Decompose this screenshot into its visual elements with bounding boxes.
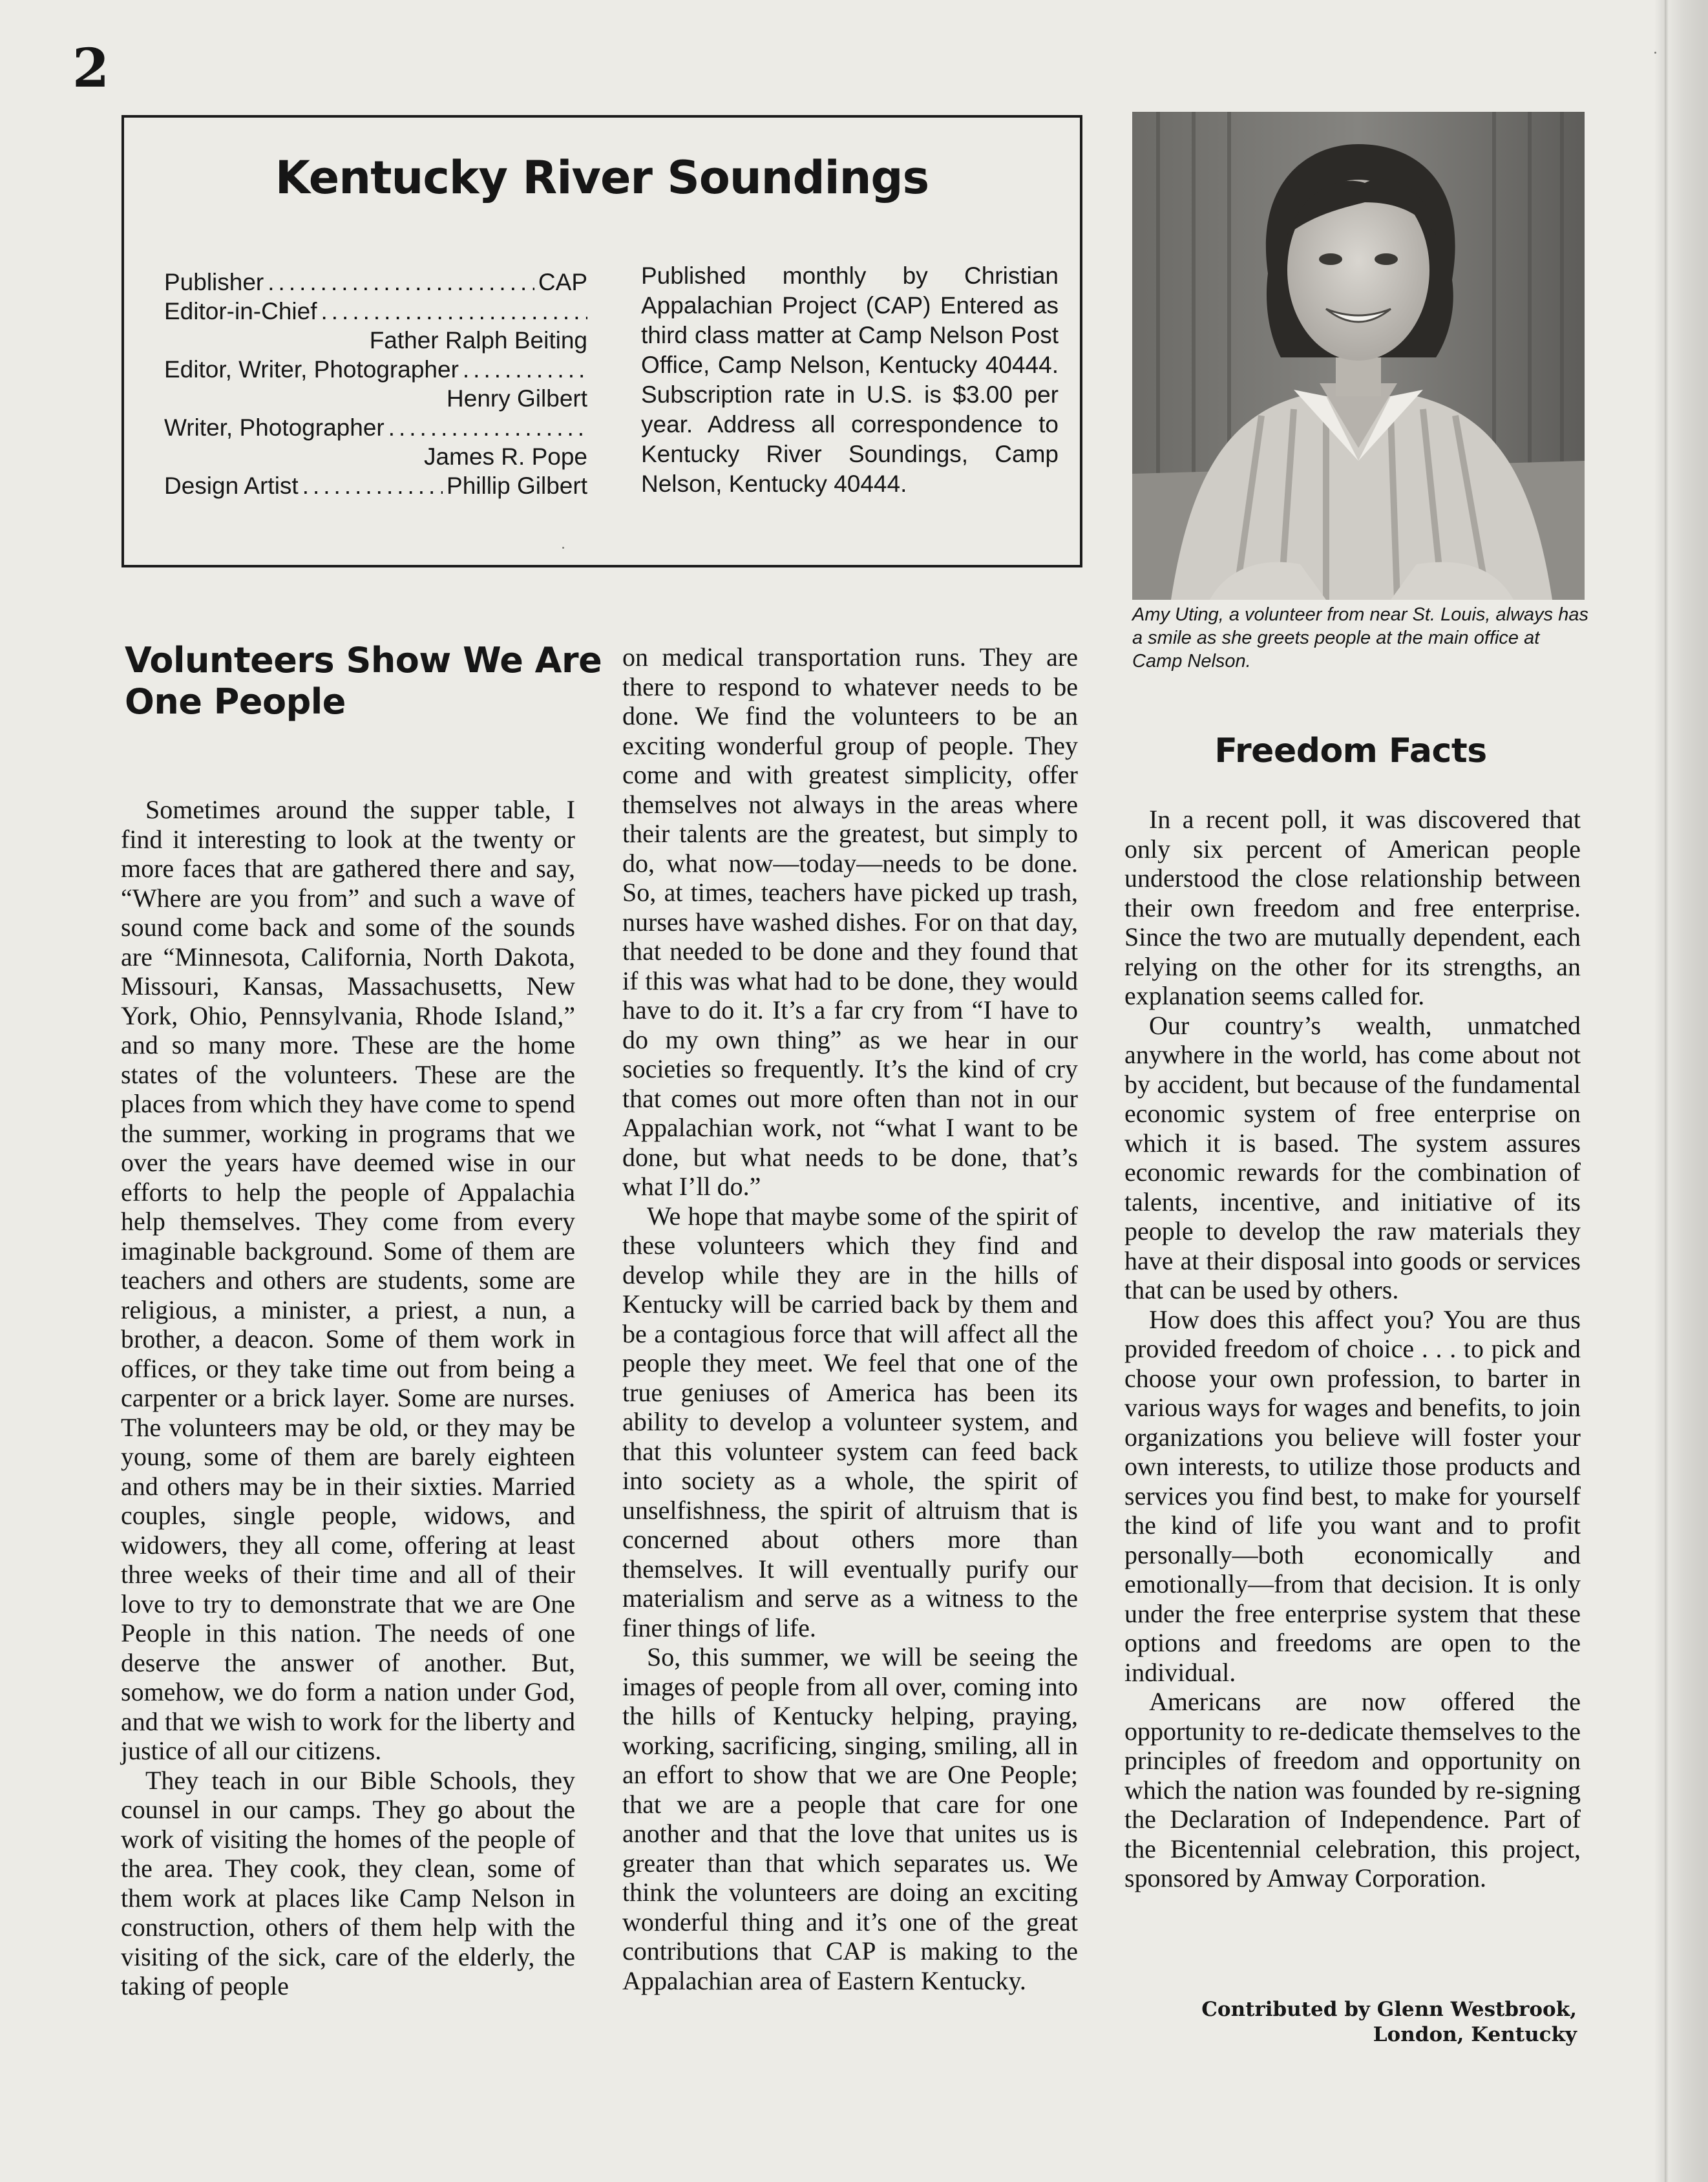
headline-line: Volunteers Show We Are xyxy=(125,640,602,681)
credit-writer-photographer xyxy=(164,413,587,442)
article-paragraph: on medical transportation runs. They are there to respond to whatever needs to be done. We find the volunteers to be an exciting wonderful group of people. They come and with greatest simplicity, offer themselves not always in the areas where their talents are the greatest, but simply to do, what now—today—needs to be done. So, at times, teachers have picked up trash, nurses have washed dishes. For on that day, that needed to be done and they found that if this was what had to be done, they would have to do it. It’s a far cry from “I have to do my own thing” as we hear in our societies so frequently. It’s the kind of cry that comes out more often than not in our Appalachian work, not “what I want to be done, but what needs to be done, that’s what I’ll do.” xyxy=(622,642,1078,1201)
leader-dots xyxy=(317,297,587,326)
page-number: 2 xyxy=(72,37,110,100)
leader-dots xyxy=(264,268,534,297)
article-paragraph: We hope that maybe some of the spirit of these volunteers which they find and develop while they are in the hills of Kentucky will be carried back by them and be a contagious force that will affect all the people they meet. We feel that one of the true geniuses of America has been its ability to develop a volunteer system, and that this volunteer system can feed back into society as a whole, the spirit of unselfishness, the spirit of altruism that is concerned about others more than themselves. It will eventually purify our materialism and serve as a witness to the finer things of life. xyxy=(622,1201,1078,1642)
freedom-facts-headline: Freedom Facts xyxy=(1214,732,1487,770)
print-speck xyxy=(1654,52,1656,54)
article-paragraph: So, this summer, we will be seeing the images of people from all over, coming into the hills of Kentucky helping, praying, working, sacrificing, singing, smiling, all in an effort to show that we are One People; that we are a people that care for one another and that the love that unites us is greater than that which separates us. We think the volunteers are doing an exciting wonderful thing and it’s one of the great contributions that CAP is making to the Appalachian area of Eastern Kentucky. xyxy=(622,1642,1078,1995)
photo-caption: Amy Uting, a volunteer from near St. Louis, always has a smile as she greets people at the main office at Camp Nelson. xyxy=(1132,604,1588,672)
credit-name: Phillip Gilbert xyxy=(447,472,587,499)
credit-role: Editor-in-Chief xyxy=(164,298,317,324)
article-paragraph: In a recent poll, it was discovered that only six percent of American people understood the close relationship between their own freedom and free enterprise. Since the two are mutually dependent, each relying on the other for its strengths, an explanation seems called for. xyxy=(1124,805,1581,1010)
leader-dots xyxy=(299,471,443,500)
volunteers-column-1 xyxy=(121,795,575,2001)
credit-name: CAP xyxy=(538,269,587,295)
credit-publisher xyxy=(164,268,587,297)
contributor-credit xyxy=(1124,1997,1577,2048)
article-paragraph: They teach in our Bible Schools, they counsel in our camps. They go about the work of visiting the homes of the people of the area. They cook, they clean, some of them work at places like Camp Nelson in construction, others of them help with the visiting of the sick, care of the elderly, the taking of people xyxy=(121,1765,575,2000)
volunteers-column-2 xyxy=(622,642,1078,1995)
credit-name: Henry Gilbert xyxy=(447,385,587,412)
page-gutter-shadow xyxy=(1654,0,1665,2182)
page-edge xyxy=(1665,0,1708,2182)
portrait-image xyxy=(1132,112,1585,600)
credit-role: Editor, Writer, Photographer xyxy=(164,356,459,383)
credit-role: Publisher xyxy=(164,269,264,295)
credit-role: Writer, Photographer xyxy=(164,414,385,441)
publication-info: Published monthly by Christian Appalachian Project (CAP) Entered as third class matter at Camp Nelson Post Office, Camp Nelson, Kentucky 40444. Subscription rate in U.S. is $3.00 per year. Address all correspondence to Kentucky River Soundings, Camp Nelson, Kentucky 40444. xyxy=(641,262,1059,497)
credit-editor-in-chief xyxy=(164,297,587,326)
credit-role: Design Artist xyxy=(164,472,299,499)
print-speck xyxy=(562,547,564,549)
volunteers-headline xyxy=(125,640,602,723)
volunteer-photo xyxy=(1132,112,1585,600)
headline-line: One People xyxy=(125,681,346,722)
credit-design-artist xyxy=(164,471,587,500)
article-paragraph: Sometimes around the supper table, I find it interesting to look at the twenty or more faces that are gathered there and say, “Where are you from” and such a wave of sound come back and some of the sounds are “Minnesota, California, North Dakota, Missouri, Kansas, Massachusetts, New York, Ohio, Pennsylvania, Rhode Island,” and so many more. These are the home states of the volunteers. These are the places from which they have come to spend the summer, working in programs that we over the years have deemed wise in our efforts to help the people of Appalachia help themselves. They come from every imaginable background. Some of them are teachers and others are students, some are religious, a minister, a priest, a nun, a brother, a deacon. Some of them work in offices, or they take time out from being a carpenter or a brick layer. Some are nurses. The volunteers may be old, or they may be young, some of them are barely eighteen and others may be in their sixties. Married couples, single people, widows, and widowers, they all come, offering at least three weeks of their time and all of their love to try to demonstrate that we are One People in this nation. The needs of one deserve the answer of another. But, somehow, we do form a nation under God, and that we wish to work for the liberty and justice of all our citizens. xyxy=(121,795,575,1765)
masthead-box xyxy=(121,115,1082,567)
freedom-facts-column xyxy=(1124,805,1581,1893)
credit-name: James R. Pope xyxy=(424,443,587,470)
article-paragraph: How does this affect you? You are thus provided freedom of choice . . . to pick and choose your own profession, to barter in various ways for wages and benefits, to join organizations you believe will foster your own interests, to utilize those products and services you find best, to make for yourself the kind of life you want and to profit personally—both economically and emotionally—from that decision. It is only under the free enterprise system that these options and freedoms are open to the individual. xyxy=(1124,1304,1581,1687)
masthead-title: Kentucky River Soundings xyxy=(275,151,929,204)
article-paragraph: Our country’s wealth, unmatched anywhere in the world, has come about not by accident, but because of the fundamental economic system of free enterprise on which it is based. The system assures economic rewards for the combination of talents, incentive, and initiative of its people to develop the raw materials they have at their disposal into goods or services that can be used by others. xyxy=(1124,1010,1581,1304)
credit-editor-writer-photographer xyxy=(164,355,587,384)
leader-dots xyxy=(385,413,587,442)
contributor-line: Contributed by Glenn Westbrook, xyxy=(1201,1998,1577,2021)
staff-credits xyxy=(164,268,587,500)
credit-name: Father Ralph Beiting xyxy=(369,327,587,354)
leader-dots xyxy=(459,355,587,384)
article-paragraph: Americans are now offered the opportunity to re-dedicate themselves to the principles of freedom and opportunity on which the nation was founded by re-signing the Declaration of Independence. Part of the Bicentennial celebration, this project, sponsored by Amway Corporation. xyxy=(1124,1687,1581,1892)
contributor-line: London, Kentucky xyxy=(1373,2023,1577,2046)
